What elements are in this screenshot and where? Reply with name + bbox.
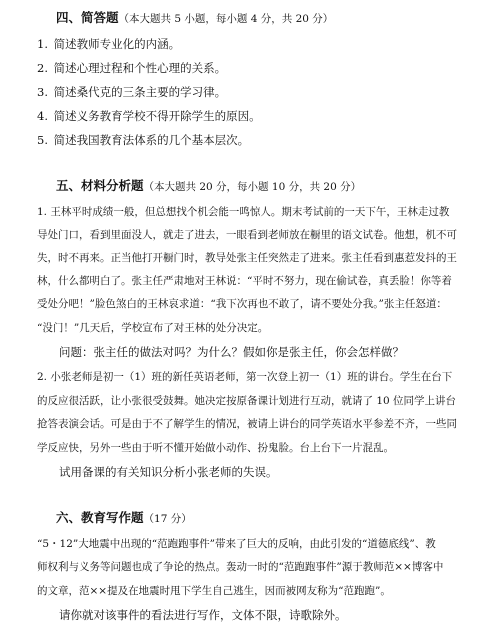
essay-line: “5・12”大地震中出现的“范跑跑事件”带来了巨大的反响，由此引发的“道德底线”、教	[37, 538, 436, 550]
q1-line: 林，什么都明白了。张主任严肃地对王林说：“平时不努力，现在偷试卷，真丢脸！你等着	[37, 275, 452, 287]
item-text: 简述桑代克的三条主要的学习律。	[53, 85, 227, 99]
section4-item-5	[37, 132, 249, 148]
section4-note: （本大题共 5 小题，每小题 4 分，共 20 分）	[118, 13, 334, 25]
section4-item-3	[37, 84, 226, 100]
essay-line: 师权利与义务等问题也成了争论的热点。轰动一时的“范跑跑事件”源于教师范××博客中	[37, 561, 444, 573]
q1-question: 问题：张主任的做法对吗？为什么？假如你是张主任，你会怎样做？	[59, 345, 404, 359]
item-number: 3.	[37, 85, 48, 99]
essay-instruction: 请你就对该事件的看法进行写作，文体不限，诗歌除外。	[59, 608, 347, 622]
q2-question: 试用备课的有关知识分析小张老师的失误。	[59, 465, 278, 479]
section4-item-4	[37, 108, 261, 124]
section6-heading	[56, 510, 192, 527]
q2-line: 2. 小张老师是初一（1）班的新任英语老师，第一次登上初一（1）班的讲台。学生在台下	[37, 371, 453, 383]
section4-item-2	[37, 60, 226, 76]
section4-title: 四、简答题	[56, 10, 119, 25]
item-text: 简述义务教育学校不得开除学生的原因。	[53, 109, 261, 123]
section5-title: 五、材料分析题	[56, 178, 144, 193]
q1-line: 1. 王林平时成绩一般，但总想找个机会能一鸣惊人。期末考试前的一天下午，王林走过教	[37, 206, 450, 218]
item-number: 5.	[37, 133, 48, 147]
q2-line: 学反应快，另外一些由于听不懂开始做小动作、扮鬼脸。台上台下一片混乱。	[37, 442, 394, 454]
essay-line: 的文章，范××提及在地震时甩下学生自己逃生，因而被网友称为“范跑跑”。	[37, 585, 391, 597]
q1-line: 受处分吧！”脸色煞白的王林哀求道：“我下次再也不敢了，请不要处分我。”张主任怒道：	[37, 298, 447, 310]
q2-line: 抢答表演会话。可是由于不了解学生的情况，被请上讲台的同学英语水平参差不齐，一些同	[37, 418, 457, 430]
q1-line: “没门！”几天后，学校宣布了对王林的处分决定。	[37, 322, 269, 334]
item-number: 2.	[37, 61, 48, 75]
section4-item-1	[37, 36, 180, 52]
item-text: 简述心理过程和个性心理的关系。	[53, 61, 227, 75]
q2-line: 的反应很活跃，让小张很受鼓舞。她决定按原备课计划进行互动，就请了 10 位同学上讲台	[37, 395, 457, 407]
item-number: 1.	[37, 37, 48, 51]
q1-line: 失，时不再来。正当他打开橱门时，教导处张主任突然走了进来。张主任看到惠惹发抖的王	[37, 252, 457, 264]
item-text: 简述我国教育法体系的几个基本层次。	[53, 133, 250, 147]
q1-line: 导处门口，看到里面没人，就走了进去，一眼看到老师放在橱里的语文试卷。他想，机不可	[37, 229, 457, 241]
item-text: 简述教师专业化的内涵。	[53, 37, 181, 51]
section4-heading	[56, 10, 333, 27]
section5-note: （本大题共 20 分，每小题 10 分，共 20 分）	[143, 181, 362, 193]
section6-note: （17 分）	[143, 513, 192, 525]
item-number: 4.	[37, 109, 48, 123]
section5-heading	[56, 178, 361, 195]
section6-title: 六、教育写作题	[56, 510, 144, 525]
